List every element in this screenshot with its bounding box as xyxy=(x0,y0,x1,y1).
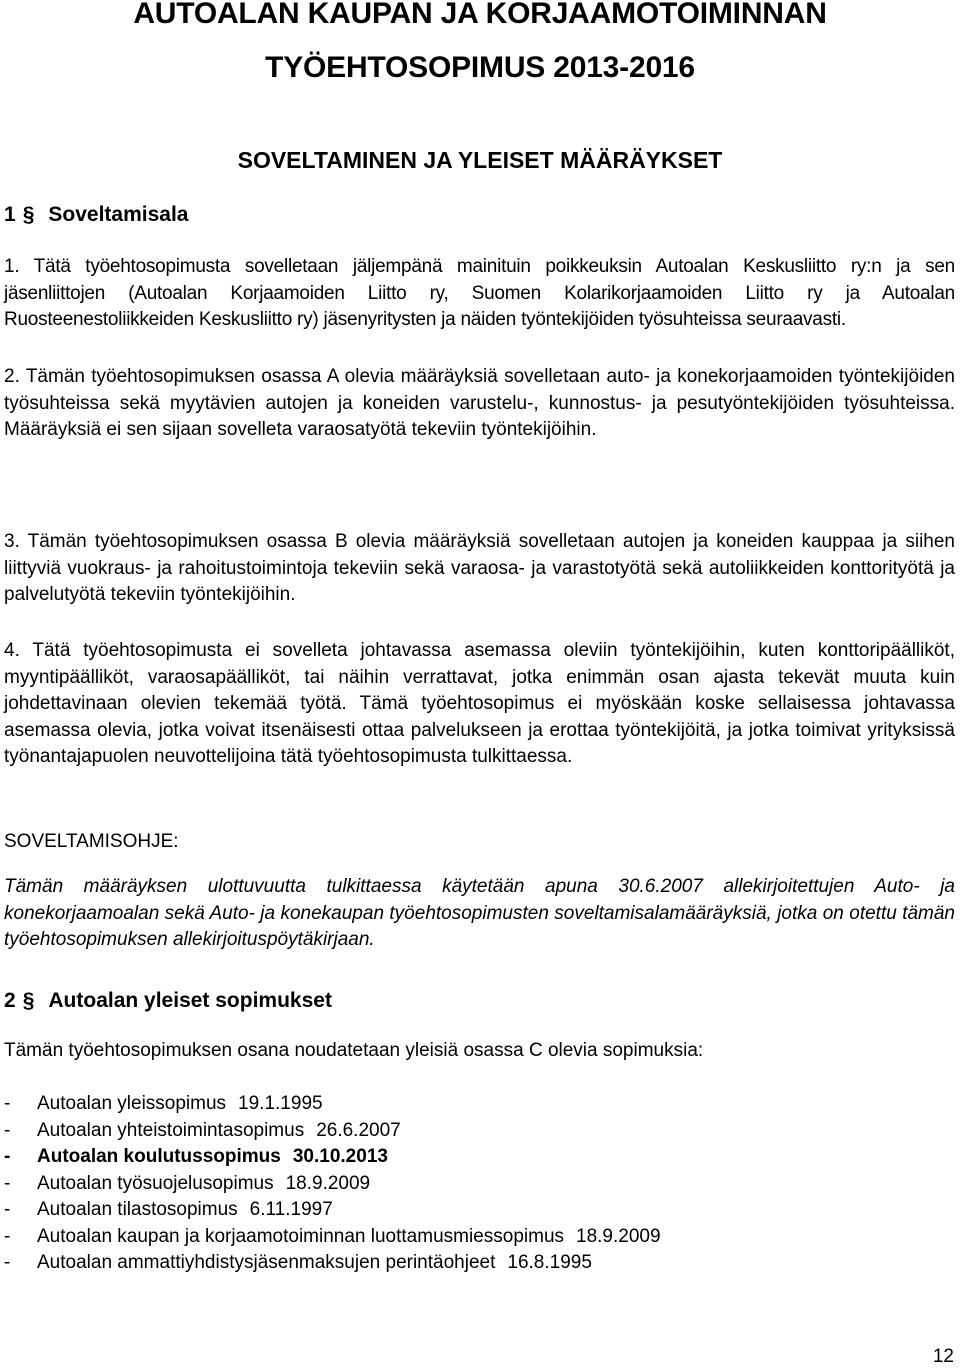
section-1-number: 1 xyxy=(4,203,16,226)
agreement-date: 16.8.1995 xyxy=(507,1252,592,1273)
list-item xyxy=(4,1197,661,1224)
agreement-date: 19.1.1995 xyxy=(238,1093,323,1114)
list-item xyxy=(4,1171,661,1198)
agreement-name: Autoalan koulutussopimus xyxy=(37,1146,281,1167)
section-1-paragraph-2: 2. Tämän työehtosopimuksen osassa A olevia määräyksiä sovelletaan auto- ja konekorjaamoiden työntekijöiden työsuhteissa sekä myytävien autojen ja koneiden varustelu-, kunnostus- ja pesutyöntekijöiden työsuhteissa. Määräyksiä ei sen sijaan sovelleta varaosatyötä tekeviin työntekijöihin. xyxy=(4,366,955,441)
list-dash: - xyxy=(4,1199,11,1220)
guidance-text: Tämän määräyksen ulottuvuutta tulkittaessa käytetään apuna 30.6.2007 allekirjoitettujen Auto- ja konekorjaamoalan sekä Auto- ja konekaupan työehtosopimusten soveltamisalamääräyksiä, jotka on otettu tämän työehtosopimuksen allekirjoituspöytäkirjaan. xyxy=(4,876,955,951)
section-2-title: Autoalan yleiset sopimukset xyxy=(48,989,332,1012)
section-1-paragraph-4: 4. Tätä työehtosopimusta ei sovelleta johtavassa asemassa oleviin työntekijöihin, kuten konttoripäälliköt, myyntipäälliköt, varaosapäälliköt, tai näihin verrattavat, jotka enimmän osan ajasta tekevät muuta kuin johdettavinaan olevien tekemää työtä. Tämä työehtosopimus ei myöskään koske sellaisessa johtavassa asemassa olevia, jotka voivat itsenäisesti ottaa palvelukseen ja erottaa työntekijöitä, ja jotka toimivat yrityksissä työnantajapuolen neuvottelijoina tätä työehtosopimusta tulkittaessa. xyxy=(4,640,955,768)
section-1-title: Soveltamisala xyxy=(48,203,189,226)
section-1-paragraph-1: 1. Tätä työehtosopimusta sovelletaan jäljempänä mainituin poikkeuksin Autoalan Keskusliitto ry:n ja sen jäsenliittojen (Autoalan Korjaamoiden Liitto ry, Suomen Kolarikorjaamoiden Liitto ry ja Autoalan Ruosteenestoliikkeiden Keskusliitto ry) jäsenyritysten ja näiden työntekijöiden työsuhteissa seuraavasti. xyxy=(4,256,955,331)
list-item xyxy=(4,1091,661,1118)
section-2-heading xyxy=(4,988,332,1014)
list-dash: - xyxy=(4,1146,11,1167)
document-title-line2: TYÖEHTOSOPIMUS 2013-2016 xyxy=(265,51,695,84)
agreement-date: 6.11.1997 xyxy=(249,1199,333,1220)
document-title-line1: AUTOALAN KAUPAN JA KORJAAMOTOIMINNAN xyxy=(133,0,827,30)
list-dash: - xyxy=(4,1119,11,1141)
section-1-heading xyxy=(4,202,188,228)
section-2-intro: Tämän työehtosopimuksen osana noudatetaan yleisiä osassa C olevia sopimuksia: xyxy=(4,1040,704,1061)
document-subtitle: SOVELTAMINEN JA YLEISET MÄÄRÄYKSET xyxy=(237,147,723,173)
agreement-name: Autoalan kaupan ja korjaamotoiminnan luottamusmiessopimus xyxy=(37,1225,565,1247)
section-2-number: 2 xyxy=(4,989,16,1012)
section-1-paragraph-3: 3. Tämän työehtosopimuksen osassa B olevia määräyksiä sovelletaan autojen ja koneiden kauppaa ja siihen liittyviä vuokraus- ja rahoitustoimintoja tekeviin sekä varaosa- ja varastotyötä sekä autoliikkeiden konttorityötä ja palvelutyötä tekeviin työntekijöihin. xyxy=(4,531,955,606)
agreement-date: 26.6.2007 xyxy=(316,1119,401,1141)
section-symbol: § xyxy=(22,989,35,1012)
agreement-name: Autoalan yleissopimus xyxy=(37,1093,227,1114)
page-number: 12 xyxy=(932,1346,954,1367)
list-item xyxy=(4,1144,661,1171)
list-dash: - xyxy=(4,1093,11,1114)
agreement-name: Autoalan tilastosopimus xyxy=(37,1199,238,1220)
list-item xyxy=(4,1250,661,1277)
agreements-list xyxy=(4,1091,661,1277)
agreement-date: 18.9.2009 xyxy=(285,1172,371,1194)
agreement-name: Autoalan ammattiyhdistysjäsenmaksujen perintäohjeet xyxy=(37,1252,496,1273)
list-dash: - xyxy=(4,1225,11,1247)
guidance-label: SOVELTAMISOHJE: xyxy=(4,831,179,852)
section-symbol: § xyxy=(22,203,35,226)
agreement-name: Autoalan työsuojelusopimus xyxy=(37,1172,274,1194)
list-dash: - xyxy=(4,1252,11,1273)
list-item xyxy=(4,1224,661,1251)
agreement-date: 18.9.2009 xyxy=(576,1225,661,1247)
agreement-name: Autoalan yhteistoimintasopimus xyxy=(37,1119,305,1141)
list-dash: - xyxy=(4,1172,11,1194)
list-item xyxy=(4,1118,661,1145)
agreement-date: 30.10.2013 xyxy=(292,1146,388,1167)
